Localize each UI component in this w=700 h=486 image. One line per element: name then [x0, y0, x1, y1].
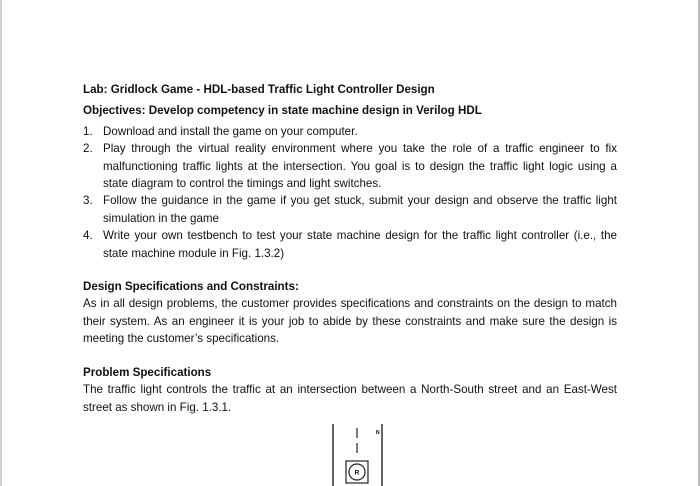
document-content [83, 81, 617, 416]
list-item [83, 192, 617, 227]
list-item-text: Download and install the game on your computer. [103, 124, 358, 138]
north-label: N [376, 430, 380, 436]
list-item-number: 3. [83, 194, 93, 208]
list-item [83, 123, 617, 140]
intersection-figure [330, 424, 390, 486]
list-item-number: 4. [83, 229, 93, 243]
list-item-text: Follow the guidance in the game if you get stuck, submit your design and observe the traffic light simulation in the game [103, 194, 617, 225]
list-item-text: Write your own testbench to test your state machine design for the traffic light controller (i.e., the state machine module in Fig. 1.3.2) [103, 229, 617, 260]
design-specs-heading: Design Specifications and Constraints: [83, 280, 299, 294]
list-item [83, 140, 617, 192]
list-item [83, 227, 617, 262]
problem-specs-heading: Problem Specifications [83, 365, 212, 379]
problem-specs-paragraph: The traffic light controls the traffic at an intersection between a North-South street and an East-West street as shown in Fig. 1.3.1. [83, 383, 617, 414]
list-item-number: 2. [83, 142, 93, 156]
list-item-number: 1. [83, 124, 93, 138]
objectives-line: Objectives: Develop competency in state machine design in Verilog HDL [83, 104, 482, 118]
design-specs-paragraph: As in all design problems, the customer provides specifications and constraints on the design to match their system. As an engineer it is your job to abide by these constraints and make sure the design is meeting the customer’s specifications. [83, 297, 617, 346]
page-left-edge [0, 0, 2, 486]
lab-title: Lab: Gridlock Game - HDL-based Traffic Light Controller Design [83, 83, 435, 96]
steps-list [83, 123, 617, 262]
traffic-light-label: R [354, 469, 360, 477]
list-item-text: Play through the virtual reality environment where you take the role of a traffic engineer to fix malfunctioning traffic lights at the intersection. You goal is to design the traffic light logic using a state diagram to control the timings and light switches. [103, 142, 617, 191]
